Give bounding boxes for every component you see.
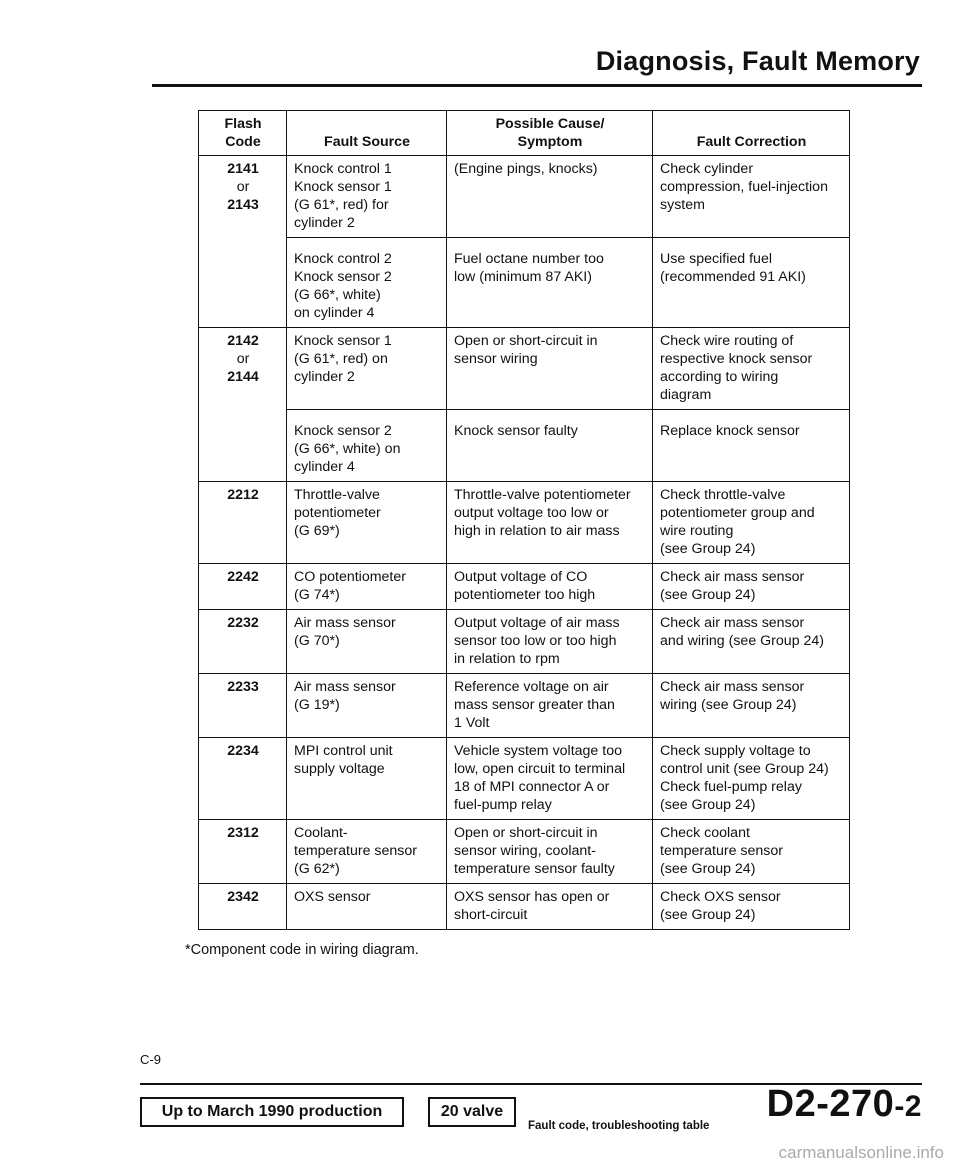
- fault-code: 2143: [227, 197, 259, 213]
- fault-code: 2342: [227, 889, 259, 905]
- table-row: [199, 238, 850, 328]
- fault-source-line: (G 66*, white): [294, 287, 381, 303]
- fault-code: 2234: [227, 743, 259, 759]
- fault-correction-line: (recommended 91 AKI): [660, 269, 806, 285]
- fault-table-header: [199, 111, 850, 156]
- fault-source-line: (G 70*): [294, 633, 340, 649]
- table-row: [199, 884, 850, 930]
- fault-correction-cell: [653, 738, 850, 820]
- fault-code-cell: [199, 674, 287, 738]
- possible-cause-cell: [447, 328, 653, 410]
- fault-source-line: (G 69*): [294, 523, 340, 539]
- possible-cause-line: Knock sensor faulty: [454, 423, 578, 439]
- fault-source-cell: [287, 238, 447, 328]
- fault-correction-line: according to wiring: [660, 369, 779, 385]
- column-header-line2: Code: [225, 134, 261, 150]
- fault-correction-cell: [653, 884, 850, 930]
- possible-cause-line: potentiometer too high: [454, 587, 596, 603]
- possible-cause-line: OXS sensor has open or: [454, 889, 610, 905]
- fault-correction-line: temperature sensor: [660, 843, 784, 859]
- fault-code-cell: [199, 820, 287, 884]
- fault-source-cell: [287, 738, 447, 820]
- fault-correction-cell: [653, 610, 850, 674]
- fault-correction-line: diagram: [660, 387, 712, 403]
- valve-label: 20 valve: [428, 1097, 516, 1127]
- fault-correction-line: Check throttle-valve: [660, 487, 786, 503]
- fault-correction-line: Check air mass sensor: [660, 569, 805, 585]
- header-row: [199, 111, 850, 156]
- production-label: Up to March 1990 production: [140, 1097, 404, 1127]
- fault-correction-line: wire routing: [660, 523, 734, 539]
- possible-cause-line: mass sensor greater than: [454, 697, 615, 713]
- page-number-main: D2-270: [766, 1083, 895, 1125]
- fault-source-line: (G 61*, red) on: [294, 351, 388, 367]
- fault-source-line: Knock control 2: [294, 251, 392, 267]
- table-row: [199, 156, 850, 238]
- possible-cause-line: Fuel octane number too: [454, 251, 604, 267]
- fault-source-line: (G 61*, red) for: [294, 197, 389, 213]
- fault-correction-line: (see Group 24): [660, 587, 756, 603]
- possible-cause-line: low, open circuit to terminal: [454, 761, 626, 777]
- fault-correction-line: Check cylinder: [660, 161, 754, 177]
- possible-cause-line: Throttle-valve potentiometer: [454, 487, 631, 503]
- fault-source-cell: [287, 884, 447, 930]
- possible-cause-line: Vehicle system voltage too: [454, 743, 622, 759]
- fault-correction-line: Replace knock sensor: [660, 423, 800, 439]
- footer-caption: Fault code, troubleshooting table: [528, 1120, 710, 1132]
- possible-cause-cell: [447, 610, 653, 674]
- watermark: carmanualsonline.info: [778, 1143, 944, 1162]
- fault-correction-cell: [653, 156, 850, 238]
- page-number-suffix: -2: [894, 1090, 922, 1123]
- fault-source-cell: [287, 564, 447, 610]
- fault-code: 2232: [227, 615, 259, 631]
- fault-source-line: supply voltage: [294, 761, 385, 777]
- fault-code: 2142: [227, 333, 259, 349]
- possible-cause-line: 18 of MPI connector A or: [454, 779, 610, 795]
- table-row: [199, 820, 850, 884]
- fault-correction-line: Check wire routing of: [660, 333, 794, 349]
- column-header-line2: Fault Source: [324, 134, 410, 150]
- possible-cause-line: output voltage too low or: [454, 505, 609, 521]
- fault-table-body: [199, 156, 850, 930]
- possible-cause-line: in relation to rpm: [454, 651, 560, 667]
- column-header: [287, 111, 447, 156]
- header-divider: [152, 84, 922, 87]
- fault-correction-cell: [653, 482, 850, 564]
- fault-correction-line: system: [660, 197, 705, 213]
- fault-code-cell: [199, 328, 287, 482]
- column-header: [447, 111, 653, 156]
- fault-correction-cell: [653, 238, 850, 328]
- footnote: *Component code in wiring diagram.: [185, 942, 419, 958]
- fault-correction-line: potentiometer group and: [660, 505, 815, 521]
- table-row: [199, 610, 850, 674]
- possible-cause-line: low (minimum 87 AKI): [454, 269, 592, 285]
- fault-table: [198, 110, 850, 930]
- column-header: [199, 111, 287, 156]
- possible-cause-line: sensor too low or too high: [454, 633, 617, 649]
- possible-cause-line: sensor wiring: [454, 351, 538, 367]
- possible-cause-line: Output voltage of CO: [454, 569, 588, 585]
- fault-source-line: Knock sensor 2: [294, 269, 392, 285]
- fault-code-cell: [199, 482, 287, 564]
- fault-source-cell: [287, 820, 447, 884]
- possible-cause-line: temperature sensor faulty: [454, 861, 615, 877]
- fault-code-cell: [199, 564, 287, 610]
- fault-source-line: (G 74*): [294, 587, 340, 603]
- fault-source-line: Coolant-: [294, 825, 348, 841]
- possible-cause-line: (Engine pings, knocks): [454, 161, 598, 177]
- table-row: [199, 328, 850, 410]
- column-header-line2: Symptom: [517, 134, 583, 150]
- table-row: [199, 482, 850, 564]
- fault-source-line: on cylinder 4: [294, 305, 375, 321]
- possible-cause-cell: [447, 674, 653, 738]
- possible-cause-cell: [447, 238, 653, 328]
- fault-source-line: Air mass sensor: [294, 615, 396, 631]
- possible-cause-cell: [447, 564, 653, 610]
- possible-cause-line: 1 Volt: [454, 715, 490, 731]
- column-header: [653, 111, 850, 156]
- possible-cause-line: high in relation to air mass: [454, 523, 620, 539]
- table-row: [199, 674, 850, 738]
- fault-source-line: Knock sensor 1: [294, 333, 392, 349]
- fault-correction-line: Check supply voltage to: [660, 743, 811, 759]
- fault-correction-cell: [653, 328, 850, 410]
- fault-correction-line: compression, fuel-injection: [660, 179, 828, 195]
- fault-correction-line: (see Group 24): [660, 907, 756, 923]
- fault-correction-line: wiring (see Group 24): [660, 697, 797, 713]
- fault-source-cell: [287, 328, 447, 410]
- fault-code-cell: [199, 610, 287, 674]
- page-number: [767, 1083, 922, 1126]
- possible-cause-line: fuel-pump relay: [454, 797, 552, 813]
- table-row: [199, 738, 850, 820]
- possible-cause-cell: [447, 884, 653, 930]
- fault-source-line: (G 19*): [294, 697, 340, 713]
- code-separator: or: [236, 351, 250, 367]
- fault-correction-line: (see Group 24): [660, 797, 756, 813]
- possible-cause-cell: [447, 482, 653, 564]
- page-code: C-9: [140, 1052, 161, 1067]
- column-header-line1: [660, 115, 843, 133]
- fault-source-line: (G 66*, white) on: [294, 441, 401, 457]
- fault-correction-line: (see Group 24): [660, 541, 756, 557]
- fault-code-cell: [199, 738, 287, 820]
- fault-source-line: CO potentiometer: [294, 569, 406, 585]
- fault-code-cell: [199, 884, 287, 930]
- fault-correction-line: Check coolant: [660, 825, 750, 841]
- code-separator: or: [236, 179, 250, 195]
- fault-correction-line: respective knock sensor: [660, 351, 813, 367]
- fault-source-line: Air mass sensor: [294, 679, 396, 695]
- fault-source-cell: [287, 156, 447, 238]
- column-header-line2: Fault Correction: [696, 134, 807, 150]
- fault-code: 2212: [227, 487, 259, 503]
- fault-source-cell: [287, 610, 447, 674]
- fault-code: 2144: [227, 369, 259, 385]
- possible-cause-line: sensor wiring, coolant-: [454, 843, 596, 859]
- possible-cause-cell: [447, 410, 653, 482]
- possible-cause-line: Open or short-circuit in: [454, 825, 598, 841]
- fault-source-line: cylinder 4: [294, 459, 355, 475]
- fault-source-line: OXS sensor: [294, 889, 371, 905]
- fault-source-line: Knock sensor 1: [294, 179, 392, 195]
- fault-correction-line: Check fuel-pump relay: [660, 779, 802, 795]
- fault-source-line: Knock control 1: [294, 161, 392, 177]
- fault-code-cell: [199, 156, 287, 328]
- fault-correction-line: Check air mass sensor: [660, 679, 805, 695]
- possible-cause-line: Open or short-circuit in: [454, 333, 598, 349]
- fault-source-line: MPI control unit: [294, 743, 393, 759]
- fault-source-line: (G 62*): [294, 861, 340, 877]
- possible-cause-line: Output voltage of air mass: [454, 615, 620, 631]
- possible-cause-cell: [447, 156, 653, 238]
- possible-cause-cell: [447, 820, 653, 884]
- possible-cause-line: Reference voltage on air: [454, 679, 609, 695]
- column-header-line1: Possible Cause/: [495, 116, 605, 132]
- table-row: [199, 564, 850, 610]
- fault-correction-line: (see Group 24): [660, 861, 756, 877]
- fault-correction-cell: [653, 674, 850, 738]
- fault-correction-cell: [653, 564, 850, 610]
- fault-source-cell: [287, 410, 447, 482]
- fault-correction-line: and wiring (see Group 24): [660, 633, 825, 649]
- column-header-line1: Flash: [224, 116, 262, 132]
- possible-cause-cell: [447, 738, 653, 820]
- fault-correction-line: Check OXS sensor: [660, 889, 781, 905]
- fault-source-line: Knock sensor 2: [294, 423, 392, 439]
- fault-correction-line: Use specified fuel: [660, 251, 772, 267]
- fault-source-cell: [287, 482, 447, 564]
- table-row: [199, 410, 850, 482]
- fault-correction-line: control unit (see Group 24): [660, 761, 829, 777]
- fault-source-line: cylinder 2: [294, 215, 355, 231]
- fault-source-line: cylinder 2: [294, 369, 355, 385]
- fault-code: 2312: [227, 825, 259, 841]
- fault-correction-cell: [653, 820, 850, 884]
- fault-source-line: temperature sensor: [294, 843, 418, 859]
- possible-cause-line: short-circuit: [454, 907, 528, 923]
- page-title: Diagnosis, Fault Memory: [595, 46, 920, 76]
- fault-code: 2242: [227, 569, 259, 585]
- fault-correction-line: Check air mass sensor: [660, 615, 805, 631]
- fault-correction-cell: [653, 410, 850, 482]
- fault-source-line: potentiometer: [294, 505, 381, 521]
- fault-code: 2233: [227, 679, 259, 695]
- fault-code: 2141: [227, 161, 259, 177]
- fault-source-line: Throttle-valve: [294, 487, 380, 503]
- column-header-line1: [294, 115, 440, 133]
- fault-source-cell: [287, 674, 447, 738]
